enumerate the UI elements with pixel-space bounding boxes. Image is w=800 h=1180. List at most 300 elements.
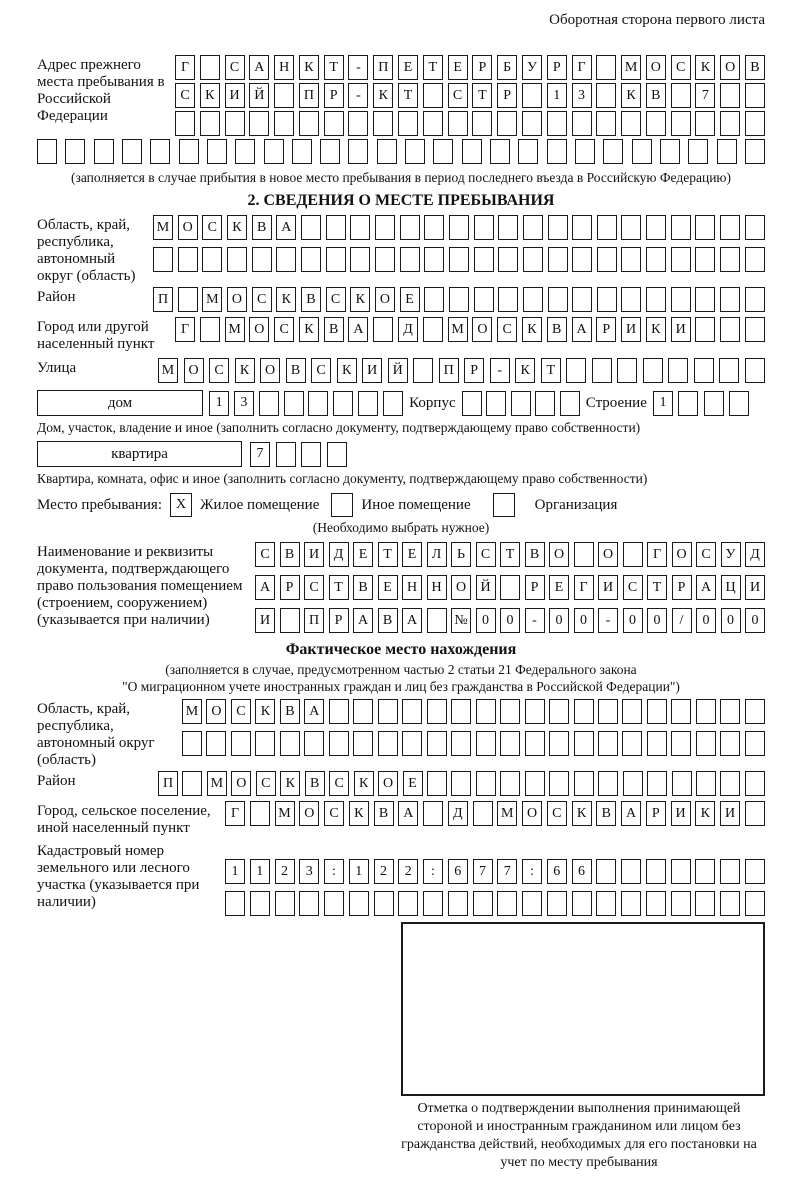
char-cell[interactable]: Р [472, 55, 492, 80]
char-cell[interactable] [383, 391, 403, 416]
char-cell[interactable] [500, 699, 520, 724]
char-cell[interactable] [596, 891, 616, 916]
char-cell[interactable] [264, 139, 284, 164]
char-cell[interactable] [597, 215, 617, 240]
char-cell[interactable]: Н [274, 55, 294, 80]
char-cell[interactable]: У [721, 542, 741, 567]
char-cell[interactable]: Г [225, 801, 245, 826]
char-cell[interactable] [671, 287, 691, 312]
char-cell[interactable] [274, 83, 294, 108]
char-cell[interactable]: О [522, 801, 542, 826]
char-cell[interactable] [423, 801, 443, 826]
char-cell[interactable] [671, 731, 691, 756]
char-cell[interactable] [474, 287, 494, 312]
char-cell[interactable] [720, 891, 740, 916]
char-cell[interactable] [572, 287, 592, 312]
char-cell[interactable]: С [326, 287, 346, 312]
char-cell[interactable] [375, 215, 395, 240]
char-cell[interactable] [574, 731, 594, 756]
char-cell[interactable] [348, 139, 368, 164]
char-cell[interactable] [547, 139, 567, 164]
char-cell[interactable]: 1 [225, 859, 245, 884]
char-cell[interactable] [745, 859, 765, 884]
char-cell[interactable]: К [354, 771, 374, 796]
char-cell[interactable] [284, 391, 304, 416]
char-cell[interactable] [225, 891, 245, 916]
char-cell[interactable] [349, 891, 369, 916]
char-cell[interactable] [695, 859, 715, 884]
char-cell[interactable] [299, 891, 319, 916]
char-cell[interactable]: О [472, 317, 492, 342]
char-cell[interactable] [498, 247, 518, 272]
char-cell[interactable]: В [525, 542, 545, 567]
char-cell[interactable]: В [280, 542, 300, 567]
char-cell[interactable]: С [671, 55, 691, 80]
char-cell[interactable] [745, 801, 765, 826]
char-cell[interactable] [373, 317, 393, 342]
char-cell[interactable] [424, 215, 444, 240]
char-cell[interactable] [547, 891, 567, 916]
char-cell[interactable]: 2 [374, 859, 394, 884]
char-cell[interactable] [646, 215, 666, 240]
char-cell[interactable] [451, 771, 471, 796]
char-cell[interactable]: М [153, 215, 173, 240]
char-cell[interactable] [301, 215, 321, 240]
char-cell[interactable] [704, 391, 724, 416]
char-cell[interactable]: Д [745, 542, 765, 567]
char-cell[interactable] [65, 139, 85, 164]
char-cell[interactable] [671, 859, 691, 884]
char-cell[interactable]: А [402, 608, 422, 633]
char-cell[interactable] [424, 247, 444, 272]
char-cell[interactable] [333, 391, 353, 416]
char-cell[interactable] [647, 699, 667, 724]
char-cell[interactable] [274, 111, 294, 136]
char-cell[interactable] [745, 215, 765, 240]
char-cell[interactable]: Т [329, 575, 349, 600]
char-cell[interactable]: В [286, 358, 306, 383]
char-cell[interactable] [276, 247, 296, 272]
char-cell[interactable]: К [373, 83, 393, 108]
char-cell[interactable]: О [549, 542, 569, 567]
char-cell[interactable]: У [522, 55, 542, 80]
char-cell[interactable] [745, 771, 765, 796]
char-cell[interactable] [94, 139, 114, 164]
char-cell[interactable] [200, 317, 220, 342]
char-cell[interactable] [280, 608, 300, 633]
char-cell[interactable] [695, 287, 715, 312]
char-cell[interactable] [548, 215, 568, 240]
char-cell[interactable] [400, 247, 420, 272]
char-cell[interactable] [182, 731, 202, 756]
char-cell[interactable]: А [621, 801, 641, 826]
char-cell[interactable] [225, 111, 245, 136]
char-cell[interactable]: К [522, 317, 542, 342]
char-cell[interactable] [671, 247, 691, 272]
char-cell[interactable]: О [378, 771, 398, 796]
char-cell[interactable] [500, 575, 520, 600]
char-cell[interactable] [720, 287, 740, 312]
char-cell[interactable]: В [745, 55, 765, 80]
char-cell[interactable]: С [696, 542, 716, 567]
char-cell[interactable]: К [695, 801, 715, 826]
char-cell[interactable] [500, 731, 520, 756]
char-cell[interactable]: 0 [574, 608, 594, 633]
char-cell[interactable] [348, 111, 368, 136]
char-cell[interactable]: Й [388, 358, 408, 383]
char-cell[interactable] [255, 731, 275, 756]
char-cell[interactable] [695, 247, 715, 272]
char-cell[interactable]: А [696, 575, 716, 600]
char-cell[interactable]: К [276, 287, 296, 312]
char-cell[interactable] [374, 891, 394, 916]
char-cell[interactable] [522, 111, 542, 136]
char-cell[interactable]: П [439, 358, 459, 383]
char-cell[interactable] [745, 111, 765, 136]
char-cell[interactable] [621, 891, 641, 916]
char-cell[interactable]: К [299, 317, 319, 342]
char-cell[interactable] [720, 111, 740, 136]
char-cell[interactable] [486, 391, 506, 416]
char-cell[interactable]: Г [572, 55, 592, 80]
char-cell[interactable] [250, 891, 270, 916]
char-cell[interactable] [572, 891, 592, 916]
char-cell[interactable]: П [153, 287, 173, 312]
char-cell[interactable]: В [353, 575, 373, 600]
char-cell[interactable] [206, 731, 226, 756]
char-cell[interactable]: Р [329, 608, 349, 633]
char-cell[interactable]: 1 [653, 391, 673, 416]
char-cell[interactable] [405, 139, 425, 164]
char-cell[interactable]: В [324, 317, 344, 342]
char-cell[interactable] [549, 771, 569, 796]
char-cell[interactable]: М [448, 317, 468, 342]
char-cell[interactable]: Д [329, 542, 349, 567]
char-cell[interactable]: Й [249, 83, 269, 108]
char-cell[interactable]: А [255, 575, 275, 600]
char-cell[interactable]: 6 [448, 859, 468, 884]
char-cell[interactable]: К [349, 801, 369, 826]
char-cell[interactable] [598, 699, 618, 724]
char-cell[interactable]: Ь [451, 542, 471, 567]
char-cell[interactable] [622, 731, 642, 756]
char-cell[interactable]: № [451, 608, 471, 633]
char-cell[interactable] [549, 699, 569, 724]
char-cell[interactable]: М [621, 55, 641, 80]
char-cell[interactable]: В [646, 83, 666, 108]
char-cell[interactable] [745, 358, 765, 383]
char-cell[interactable] [745, 891, 765, 916]
char-cell[interactable] [427, 699, 447, 724]
char-cell[interactable] [646, 111, 666, 136]
char-cell[interactable] [596, 83, 616, 108]
char-cell[interactable]: П [304, 608, 324, 633]
char-cell[interactable] [301, 442, 321, 467]
char-cell[interactable]: / [672, 608, 692, 633]
char-cell[interactable] [720, 771, 740, 796]
char-cell[interactable] [182, 771, 202, 796]
char-cell[interactable] [745, 287, 765, 312]
char-cell[interactable]: Т [324, 55, 344, 80]
char-cell[interactable] [413, 358, 433, 383]
char-cell[interactable] [672, 771, 692, 796]
char-cell[interactable] [646, 859, 666, 884]
char-cell[interactable] [688, 139, 708, 164]
char-cell[interactable]: С [231, 699, 251, 724]
char-cell[interactable] [632, 139, 652, 164]
char-cell[interactable]: 6 [547, 859, 567, 884]
char-cell[interactable]: Г [647, 542, 667, 567]
char-cell[interactable]: - [348, 83, 368, 108]
char-cell[interactable]: 0 [476, 608, 496, 633]
char-cell[interactable] [720, 247, 740, 272]
char-cell[interactable]: К [280, 771, 300, 796]
char-cell[interactable] [327, 442, 347, 467]
char-cell[interactable]: К [227, 215, 247, 240]
char-cell[interactable] [621, 215, 641, 240]
char-cell[interactable] [621, 247, 641, 272]
char-cell[interactable] [280, 731, 300, 756]
char-cell[interactable] [572, 111, 592, 136]
char-cell[interactable] [525, 699, 545, 724]
char-cell[interactable] [358, 391, 378, 416]
char-cell[interactable] [671, 699, 691, 724]
char-cell[interactable]: Д [398, 317, 418, 342]
char-cell[interactable] [500, 771, 520, 796]
char-cell[interactable] [518, 139, 538, 164]
char-cell[interactable]: 0 [745, 608, 765, 633]
char-cell[interactable]: С [255, 542, 275, 567]
char-cell[interactable]: И [598, 575, 618, 600]
char-cell[interactable] [745, 247, 765, 272]
char-cell[interactable]: Г [175, 317, 195, 342]
char-cell[interactable] [671, 83, 691, 108]
char-cell[interactable] [622, 699, 642, 724]
char-cell[interactable]: В [280, 699, 300, 724]
char-cell[interactable] [623, 542, 643, 567]
char-cell[interactable] [603, 139, 623, 164]
char-cell[interactable] [597, 247, 617, 272]
char-cell[interactable]: О [672, 542, 692, 567]
char-cell[interactable] [523, 215, 543, 240]
char-cell[interactable] [448, 891, 468, 916]
char-cell[interactable]: В [378, 608, 398, 633]
char-cell[interactable]: С [175, 83, 195, 108]
char-cell[interactable]: 0 [623, 608, 643, 633]
char-cell[interactable] [574, 699, 594, 724]
char-cell[interactable]: Г [175, 55, 195, 80]
char-cell[interactable] [324, 891, 344, 916]
char-cell[interactable] [329, 731, 349, 756]
char-cell[interactable] [646, 891, 666, 916]
char-cell[interactable]: Р [646, 801, 666, 826]
char-cell[interactable] [643, 358, 663, 383]
char-cell[interactable] [329, 699, 349, 724]
char-cell[interactable]: О [598, 542, 618, 567]
char-cell[interactable] [523, 247, 543, 272]
char-cell[interactable] [353, 699, 373, 724]
char-cell[interactable]: В [305, 771, 325, 796]
char-cell[interactable]: Й [476, 575, 496, 600]
char-cell[interactable]: В [547, 317, 567, 342]
char-cell[interactable] [574, 771, 594, 796]
char-cell[interactable] [378, 731, 398, 756]
char-cell[interactable] [462, 139, 482, 164]
char-cell[interactable] [276, 442, 296, 467]
char-cell[interactable] [227, 247, 247, 272]
char-cell[interactable] [451, 731, 471, 756]
char-cell[interactable] [448, 111, 468, 136]
char-cell[interactable]: Т [378, 542, 398, 567]
char-cell[interactable]: О [249, 317, 269, 342]
char-cell[interactable]: 3 [572, 83, 592, 108]
char-cell[interactable]: Е [398, 55, 418, 80]
char-cell[interactable] [621, 287, 641, 312]
char-cell[interactable] [427, 731, 447, 756]
char-cell[interactable]: Е [402, 542, 422, 567]
char-cell[interactable] [671, 891, 691, 916]
char-cell[interactable] [449, 247, 469, 272]
char-cell[interactable]: А [348, 317, 368, 342]
char-cell[interactable]: Е [549, 575, 569, 600]
char-cell[interactable]: П [158, 771, 178, 796]
char-cell[interactable]: О [451, 575, 471, 600]
char-cell[interactable] [249, 111, 269, 136]
char-cell[interactable]: С [202, 215, 222, 240]
char-cell[interactable] [575, 139, 595, 164]
char-cell[interactable]: - [598, 608, 618, 633]
char-cell[interactable]: 1 [209, 391, 229, 416]
char-cell[interactable]: 0 [500, 608, 520, 633]
char-cell[interactable]: Е [400, 287, 420, 312]
char-cell[interactable] [719, 358, 739, 383]
char-cell[interactable]: И [304, 542, 324, 567]
char-cell[interactable]: Д [448, 801, 468, 826]
char-cell[interactable] [400, 215, 420, 240]
char-cell[interactable] [490, 139, 510, 164]
char-cell[interactable]: Р [280, 575, 300, 600]
char-cell[interactable] [375, 247, 395, 272]
char-cell[interactable]: К [695, 55, 715, 80]
char-cell[interactable] [424, 287, 444, 312]
char-cell[interactable]: В [252, 215, 272, 240]
char-cell[interactable] [449, 287, 469, 312]
char-cell[interactable]: О [260, 358, 280, 383]
char-cell[interactable] [378, 699, 398, 724]
char-cell[interactable] [729, 391, 749, 416]
char-cell[interactable] [646, 247, 666, 272]
char-cell[interactable] [695, 111, 715, 136]
char-cell[interactable] [402, 731, 422, 756]
char-cell[interactable] [621, 111, 641, 136]
char-cell[interactable]: Т [423, 55, 443, 80]
char-cell[interactable]: 0 [647, 608, 667, 633]
char-cell[interactable]: К [299, 55, 319, 80]
char-cell[interactable] [623, 771, 643, 796]
char-cell[interactable]: О [231, 771, 251, 796]
char-cell[interactable] [324, 111, 344, 136]
char-cell[interactable] [646, 287, 666, 312]
char-cell[interactable]: Е [448, 55, 468, 80]
char-cell[interactable]: И [671, 801, 691, 826]
char-cell[interactable]: К [235, 358, 255, 383]
char-cell[interactable]: 3 [234, 391, 254, 416]
checkbox-residential[interactable] [170, 493, 192, 517]
char-cell[interactable]: П [373, 55, 393, 80]
char-cell[interactable] [572, 215, 592, 240]
char-cell[interactable]: : [324, 859, 344, 884]
char-cell[interactable]: 0 [721, 608, 741, 633]
char-cell[interactable] [178, 287, 198, 312]
char-cell[interactable] [574, 542, 594, 567]
char-cell[interactable] [694, 358, 714, 383]
char-cell[interactable] [207, 139, 227, 164]
char-cell[interactable]: М [275, 801, 295, 826]
char-cell[interactable] [252, 247, 272, 272]
char-cell[interactable] [548, 287, 568, 312]
char-cell[interactable] [423, 83, 443, 108]
char-cell[interactable] [427, 771, 447, 796]
char-cell[interactable] [275, 891, 295, 916]
char-cell[interactable]: К [255, 699, 275, 724]
char-cell[interactable] [696, 771, 716, 796]
char-cell[interactable]: 3 [299, 859, 319, 884]
char-cell[interactable] [179, 139, 199, 164]
char-cell[interactable]: 0 [549, 608, 569, 633]
char-cell[interactable] [178, 247, 198, 272]
char-cell[interactable]: И [621, 317, 641, 342]
char-cell[interactable]: К [621, 83, 641, 108]
char-cell[interactable] [301, 247, 321, 272]
char-cell[interactable]: Н [427, 575, 447, 600]
char-cell[interactable] [647, 771, 667, 796]
char-cell[interactable]: С [476, 542, 496, 567]
char-cell[interactable] [353, 731, 373, 756]
char-cell[interactable]: С [448, 83, 468, 108]
char-cell[interactable]: В [596, 801, 616, 826]
char-cell[interactable]: Ц [721, 575, 741, 600]
char-cell[interactable] [398, 111, 418, 136]
char-cell[interactable] [350, 247, 370, 272]
char-cell[interactable] [462, 391, 482, 416]
char-cell[interactable] [153, 247, 173, 272]
char-cell[interactable] [617, 358, 637, 383]
char-cell[interactable] [671, 215, 691, 240]
char-cell[interactable] [660, 139, 680, 164]
char-cell[interactable]: Т [398, 83, 418, 108]
char-cell[interactable]: И [745, 575, 765, 600]
char-cell[interactable]: О [184, 358, 204, 383]
char-cell[interactable]: А [276, 215, 296, 240]
char-cell[interactable]: И [255, 608, 275, 633]
char-cell[interactable] [423, 317, 443, 342]
char-cell[interactable] [572, 247, 592, 272]
char-cell[interactable]: К [337, 358, 357, 383]
char-cell[interactable] [449, 215, 469, 240]
char-cell[interactable]: С [547, 801, 567, 826]
char-cell[interactable]: О [206, 699, 226, 724]
char-cell[interactable] [668, 358, 688, 383]
char-cell[interactable] [476, 699, 496, 724]
char-cell[interactable]: К [200, 83, 220, 108]
char-cell[interactable] [647, 731, 667, 756]
char-cell[interactable]: С [324, 801, 344, 826]
char-cell[interactable]: Р [525, 575, 545, 600]
char-cell[interactable]: Е [403, 771, 423, 796]
char-cell[interactable]: М [497, 801, 517, 826]
char-cell[interactable]: С [304, 575, 324, 600]
char-cell[interactable] [671, 111, 691, 136]
